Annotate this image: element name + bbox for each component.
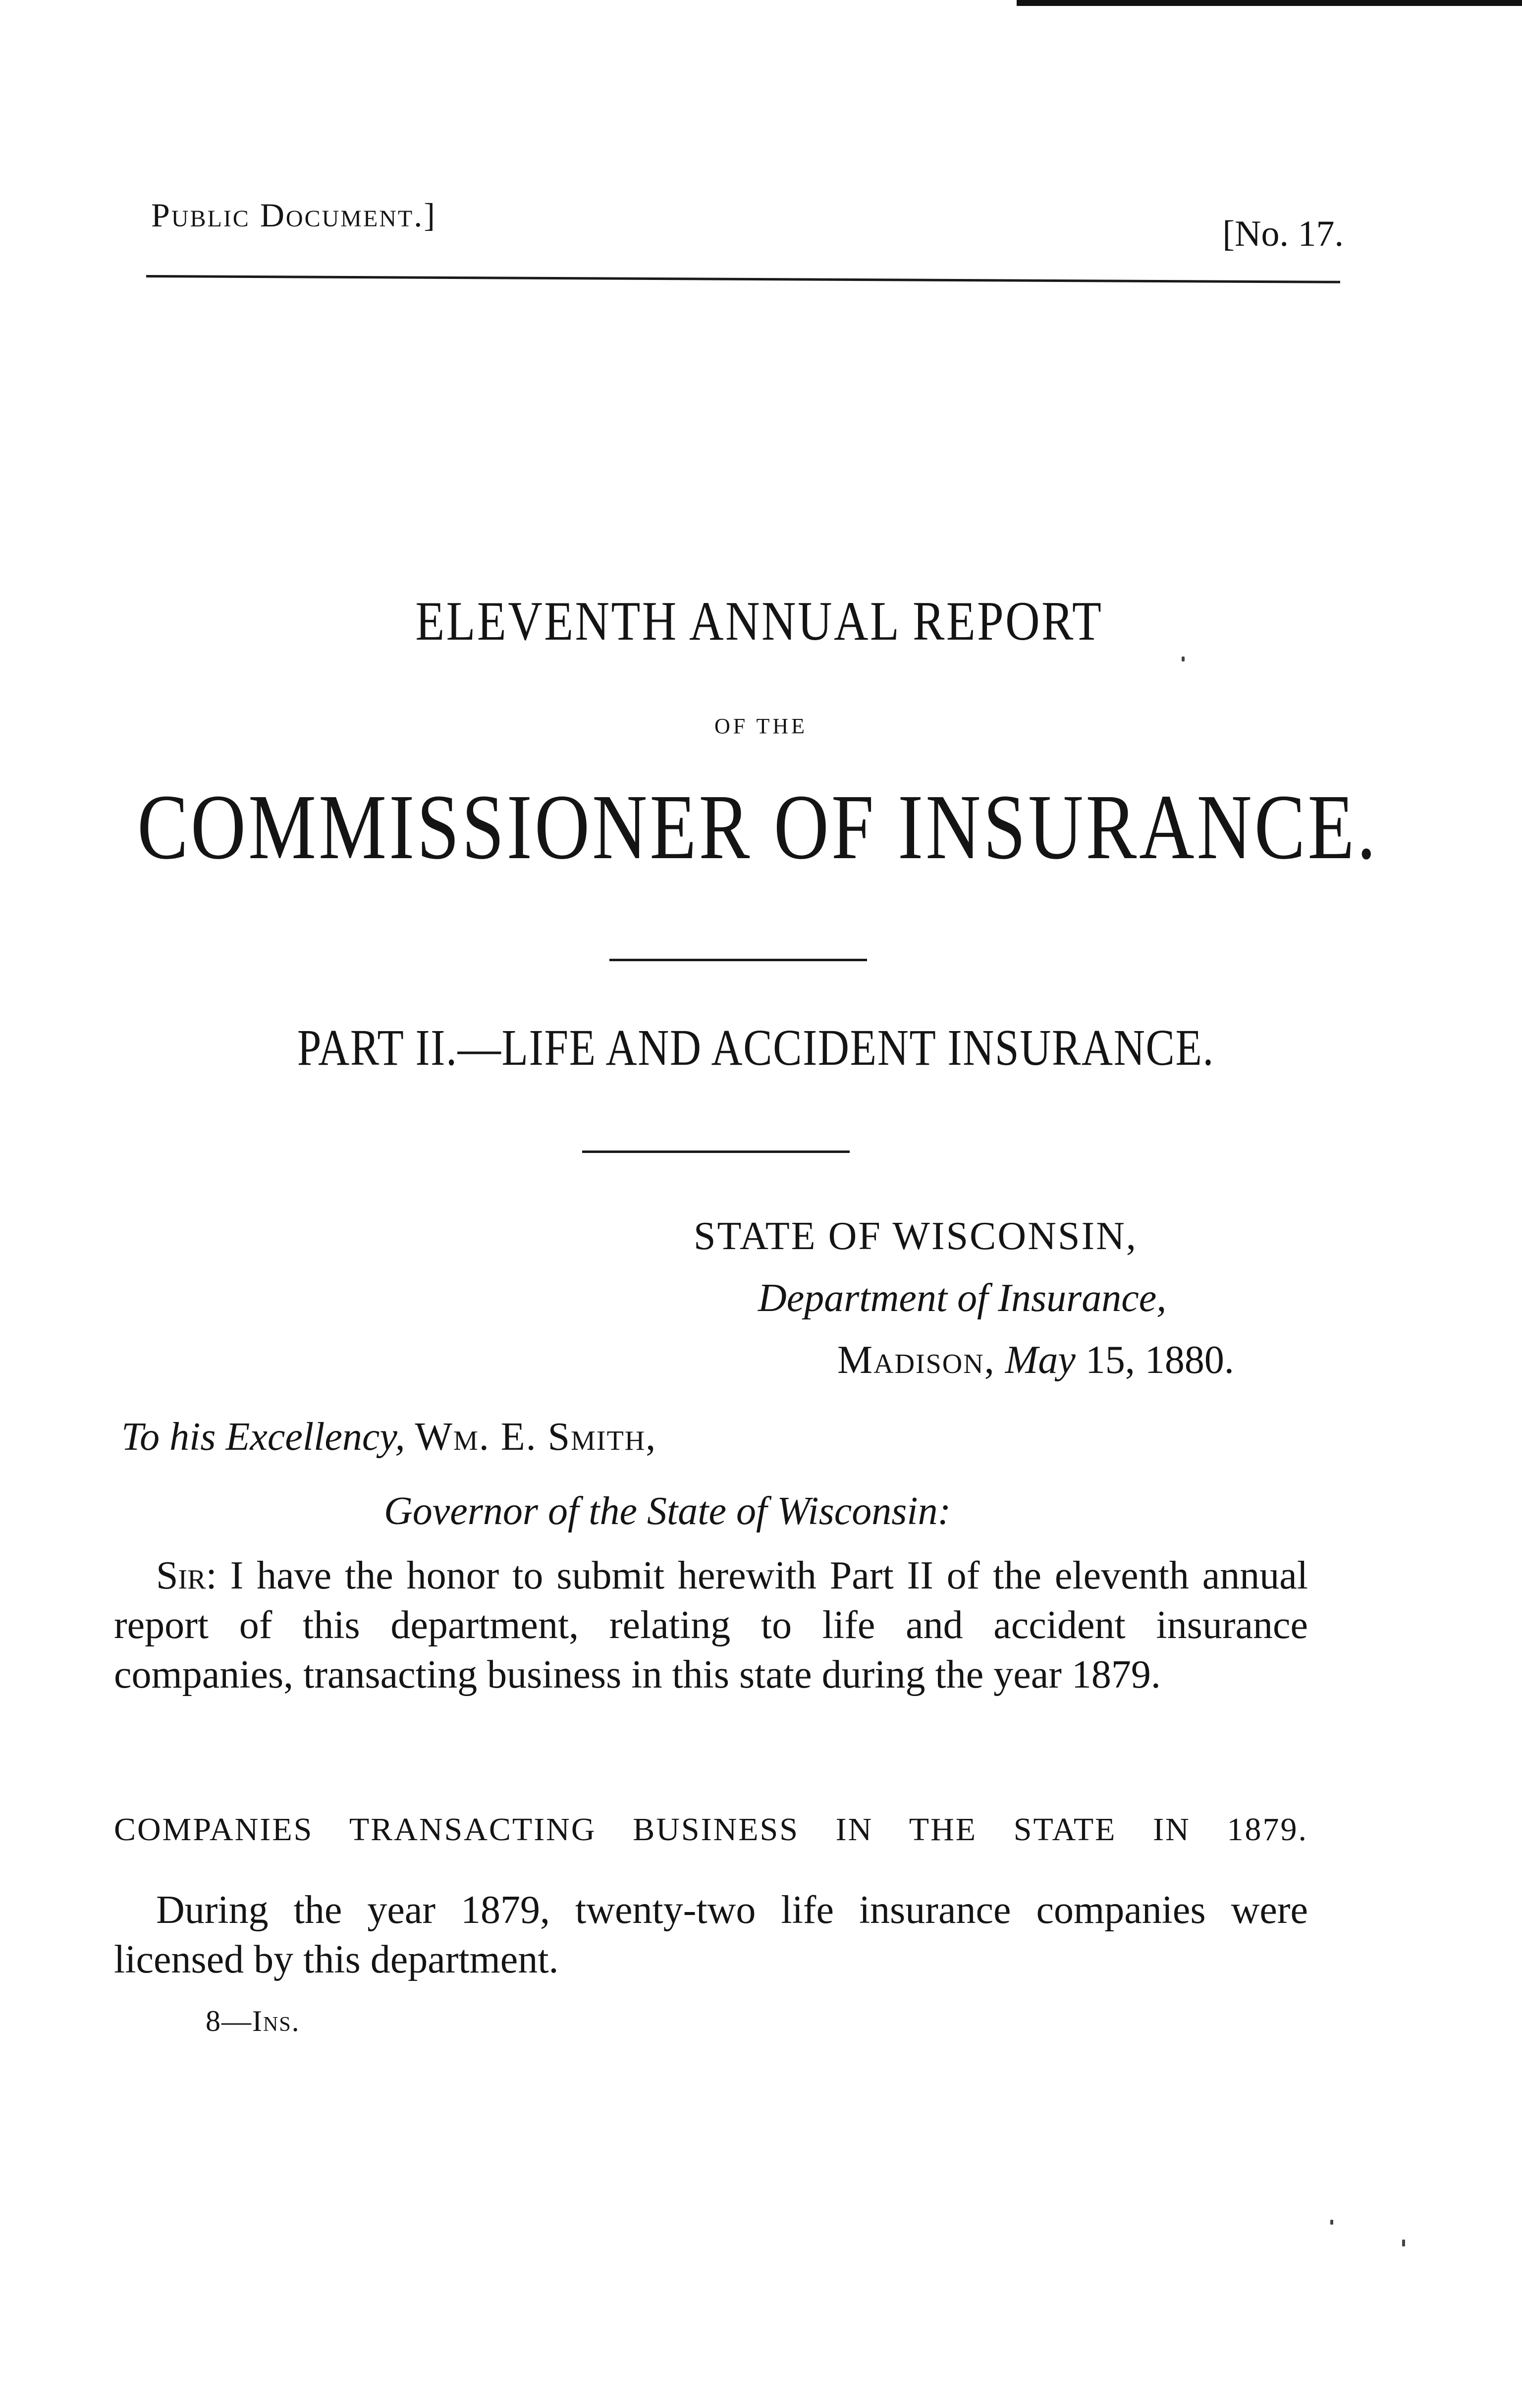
section-paragraph: During the year 1879, twenty-two life insurance companies were licensed by this department.	[114, 1888, 1308, 1981]
title-divider	[609, 959, 867, 961]
paragraph-text: I have the honor to submit herewith Part II of the eleventh annual report of this department, relating to life and accident insurance companies, transacting business in this state during the year 1879.	[114, 1554, 1308, 1697]
header-document-number: [No. 17.	[1222, 214, 1344, 254]
header-rule	[146, 275, 1340, 283]
scan-speck	[1182, 657, 1185, 661]
scan-speck	[1330, 2220, 1333, 2225]
salutation-name: Wm. E. Smith,	[415, 1415, 657, 1459]
scan-edge-mark	[1017, 0, 1522, 6]
commissioner-title: COMMISSIONER OF INSURANCE.	[137, 775, 1378, 878]
signature-text: 8—Ins.	[206, 2005, 300, 2037]
address-state: STATE OF WISCONSIN,	[694, 1214, 1138, 1258]
report-title: ELEVENTH ANNUAL REPORT	[415, 591, 1103, 652]
address-day-year: 15, 1880.	[1085, 1338, 1234, 1382]
sir-greeting: Sir:	[156, 1554, 217, 1597]
section-heading: COMPANIES TRANSACTING BUSINESS IN THE STATE IN 1879.	[114, 1811, 1308, 1848]
title-connector: OF THE	[714, 714, 808, 738]
letter-paragraph	[114, 1551, 1308, 1699]
salutation-title: Governor of the State of Wisconsin:	[384, 1489, 951, 1533]
address-department: Department of Insurance,	[758, 1276, 1167, 1320]
salutation-line	[121, 1415, 656, 1460]
address-city: Madison,	[837, 1338, 995, 1382]
signature-mark	[206, 2004, 300, 2038]
salutation-to: To his Excellency,	[121, 1415, 405, 1459]
part-subtitle: PART II.—LIFE AND ACCIDENT INSURANCE.	[297, 1019, 1215, 1076]
address-month: May	[1005, 1338, 1076, 1382]
address-place-date	[837, 1338, 1234, 1383]
header-public-document: Public Document.]	[151, 196, 436, 234]
scan-speck	[1402, 2240, 1405, 2246]
subtitle-divider	[582, 1150, 850, 1153]
